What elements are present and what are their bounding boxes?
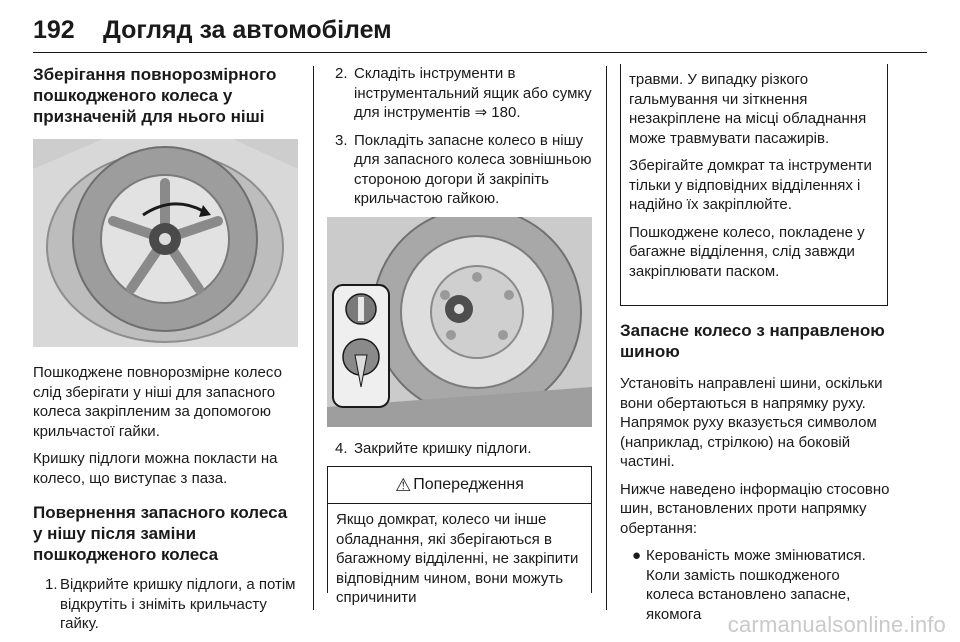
warning-continued-1: травми. У випадку різкого гальмування чи зіткнення незакріплене на місці обладнання може травмувати пасажирів. (629, 71, 867, 147)
step-3-number: 3. (335, 131, 348, 149)
step-2-text: Складіть інструменти в інструментальний ящик або сумку для інструментів ⇒ 180. (354, 65, 592, 121)
page-number: 192 (33, 16, 75, 44)
warning-continued-2: Зберігайте домкрат та інструменти тільки у відповідних відділеннях і надійно їх закріплюйте. (629, 157, 872, 213)
chapter-title: Догляд за автомобілем (103, 16, 392, 44)
spare-wheel-wingnut-illustration (327, 217, 592, 427)
storage-paragraph-2: Кришку підлоги можна покласти на колесо, що виступає з паза. (33, 450, 278, 487)
step-4-text: Закрийте кришку підлоги. (354, 439, 532, 457)
section-heading-return: Повернення запасного колеса у нішу після заміни пошкодженого колеса (33, 503, 288, 564)
step-1-text: Відкрийте кришку підлоги, а потім відкрутіть і зніміть крильчасту гайку. (60, 576, 296, 632)
page-header (33, 8, 927, 52)
warning-body (328, 504, 591, 608)
header-divider (33, 52, 927, 53)
step-1 (33, 575, 300, 634)
step-4 (327, 439, 593, 459)
column-1 (33, 64, 300, 642)
step-3-text: Покладіть запасне колесо в нішу для запасного колеса зовнішньою стороною догори й закріпіть крильчастою гайкою. (354, 131, 592, 207)
column-divider-1 (313, 66, 314, 610)
watermark-text: carmanualsonline.info (727, 612, 946, 637)
section-heading-storage: Зберігання повнорозмірного пошкодженого колеса у призначеній для нього ніші (33, 65, 277, 126)
column-2 (327, 64, 593, 606)
step-1-number: 1. (45, 576, 58, 593)
step-3 (327, 131, 593, 209)
step-2-number: 2. (335, 65, 348, 82)
column-divider-2 (606, 66, 607, 610)
directional-paragraph-1: Установіть направлені шини, оскільки вони обертаються в напрямку руху. Напрямок руху вказується символом (наприклад, стрілкою) на боковій частині. (620, 375, 883, 470)
step-2 (327, 64, 593, 123)
warning-box-continued (620, 64, 888, 306)
warning-title: Попередження (413, 476, 524, 493)
step-4-number: 4. (335, 439, 348, 457)
bullet-1-text: Керованість може змінюватися. Коли замість пошкодженого колеса встановлено запасне, якомога (646, 547, 866, 623)
warning-box (327, 466, 592, 606)
spare-wheel-well-illustration (33, 139, 298, 347)
storage-paragraph-1: Пошкоджене повнорозмірне колесо слід зберігати у ніші для запасного колеса закріпленим за допомогою крильчастої гайки. (33, 364, 282, 440)
warning-header (328, 467, 591, 504)
warning-triangle-icon: ⚠ (395, 474, 412, 495)
warning-continued-3: Пошкоджене колесо, покладене у багажне відділення, слід завжди закріплювати паском. (629, 223, 865, 280)
column-3 (620, 64, 890, 624)
bullet-dot-icon: ● (632, 547, 642, 564)
warning-text: Якщо домкрат, колесо чи інше обладнання, які зберігаються в багажному відділенні, не закріпити відповідним чином, вони можуть спричинити (336, 511, 579, 606)
section-heading-directional-tyre: Запасне колесо з направленою шиною (620, 321, 885, 361)
directional-paragraph-2: Нижче наведено інформацію стосовно шин, встановлених проти напрямку обертання: (620, 480, 890, 537)
